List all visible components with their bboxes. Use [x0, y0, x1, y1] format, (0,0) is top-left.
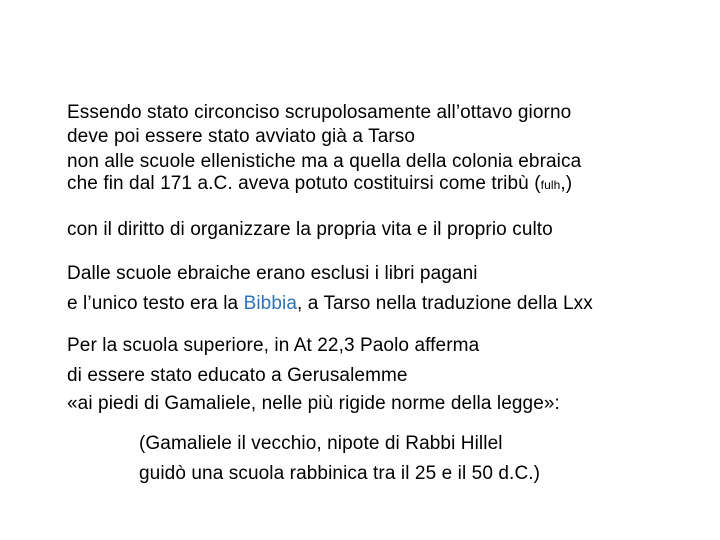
- p3-line-2-post: , a Tarso nella traduzione della Lxx: [297, 293, 593, 314]
- p3-line-1: Dalle scuole ebraiche erano esclusi i libri pagani: [67, 263, 478, 284]
- p5-line-1: (Gamaliele il vecchio, nipote di Rabbi Hillel: [139, 433, 503, 454]
- p1-line-4-end: ,): [560, 173, 573, 194]
- p4-line-2: di essere stato educato a Gerusalemme: [67, 365, 408, 386]
- phyle-greek-word: fulh: [540, 178, 561, 192]
- p1-line-4: [67, 172, 572, 197]
- p1-line-3: non alle scuole ellenistiche ma a quella della colonia ebraica: [67, 151, 582, 172]
- p1-line-2: deve poi essere stato avviato già a Tarso: [67, 126, 416, 147]
- p3-line-2: [67, 292, 593, 316]
- p4-line-3: «ai piedi di Gamaliele, nelle più rigide norme della legge»:: [67, 393, 560, 414]
- p3-line-2-pre: e l’unico testo era la: [67, 293, 244, 314]
- bibbia-highlight: Bibbia: [243, 293, 297, 314]
- p4-line-1: Per la scuola superiore, in At 22,3 Paolo afferma: [67, 335, 480, 356]
- p1-line-4-text: che fin dal 171 a.C. aveva potuto costituirsi come tribù (: [67, 173, 541, 194]
- p1-line-1: Essendo stato circonciso scrupolosamente all’ottavo giorno: [67, 102, 572, 123]
- p2-line-1: con il diritto di organizzare la propria vita e il proprio culto: [67, 219, 553, 240]
- p5-line-2: guidò una scuola rabbinica tra il 25 e il 50 d.C.): [139, 463, 541, 484]
